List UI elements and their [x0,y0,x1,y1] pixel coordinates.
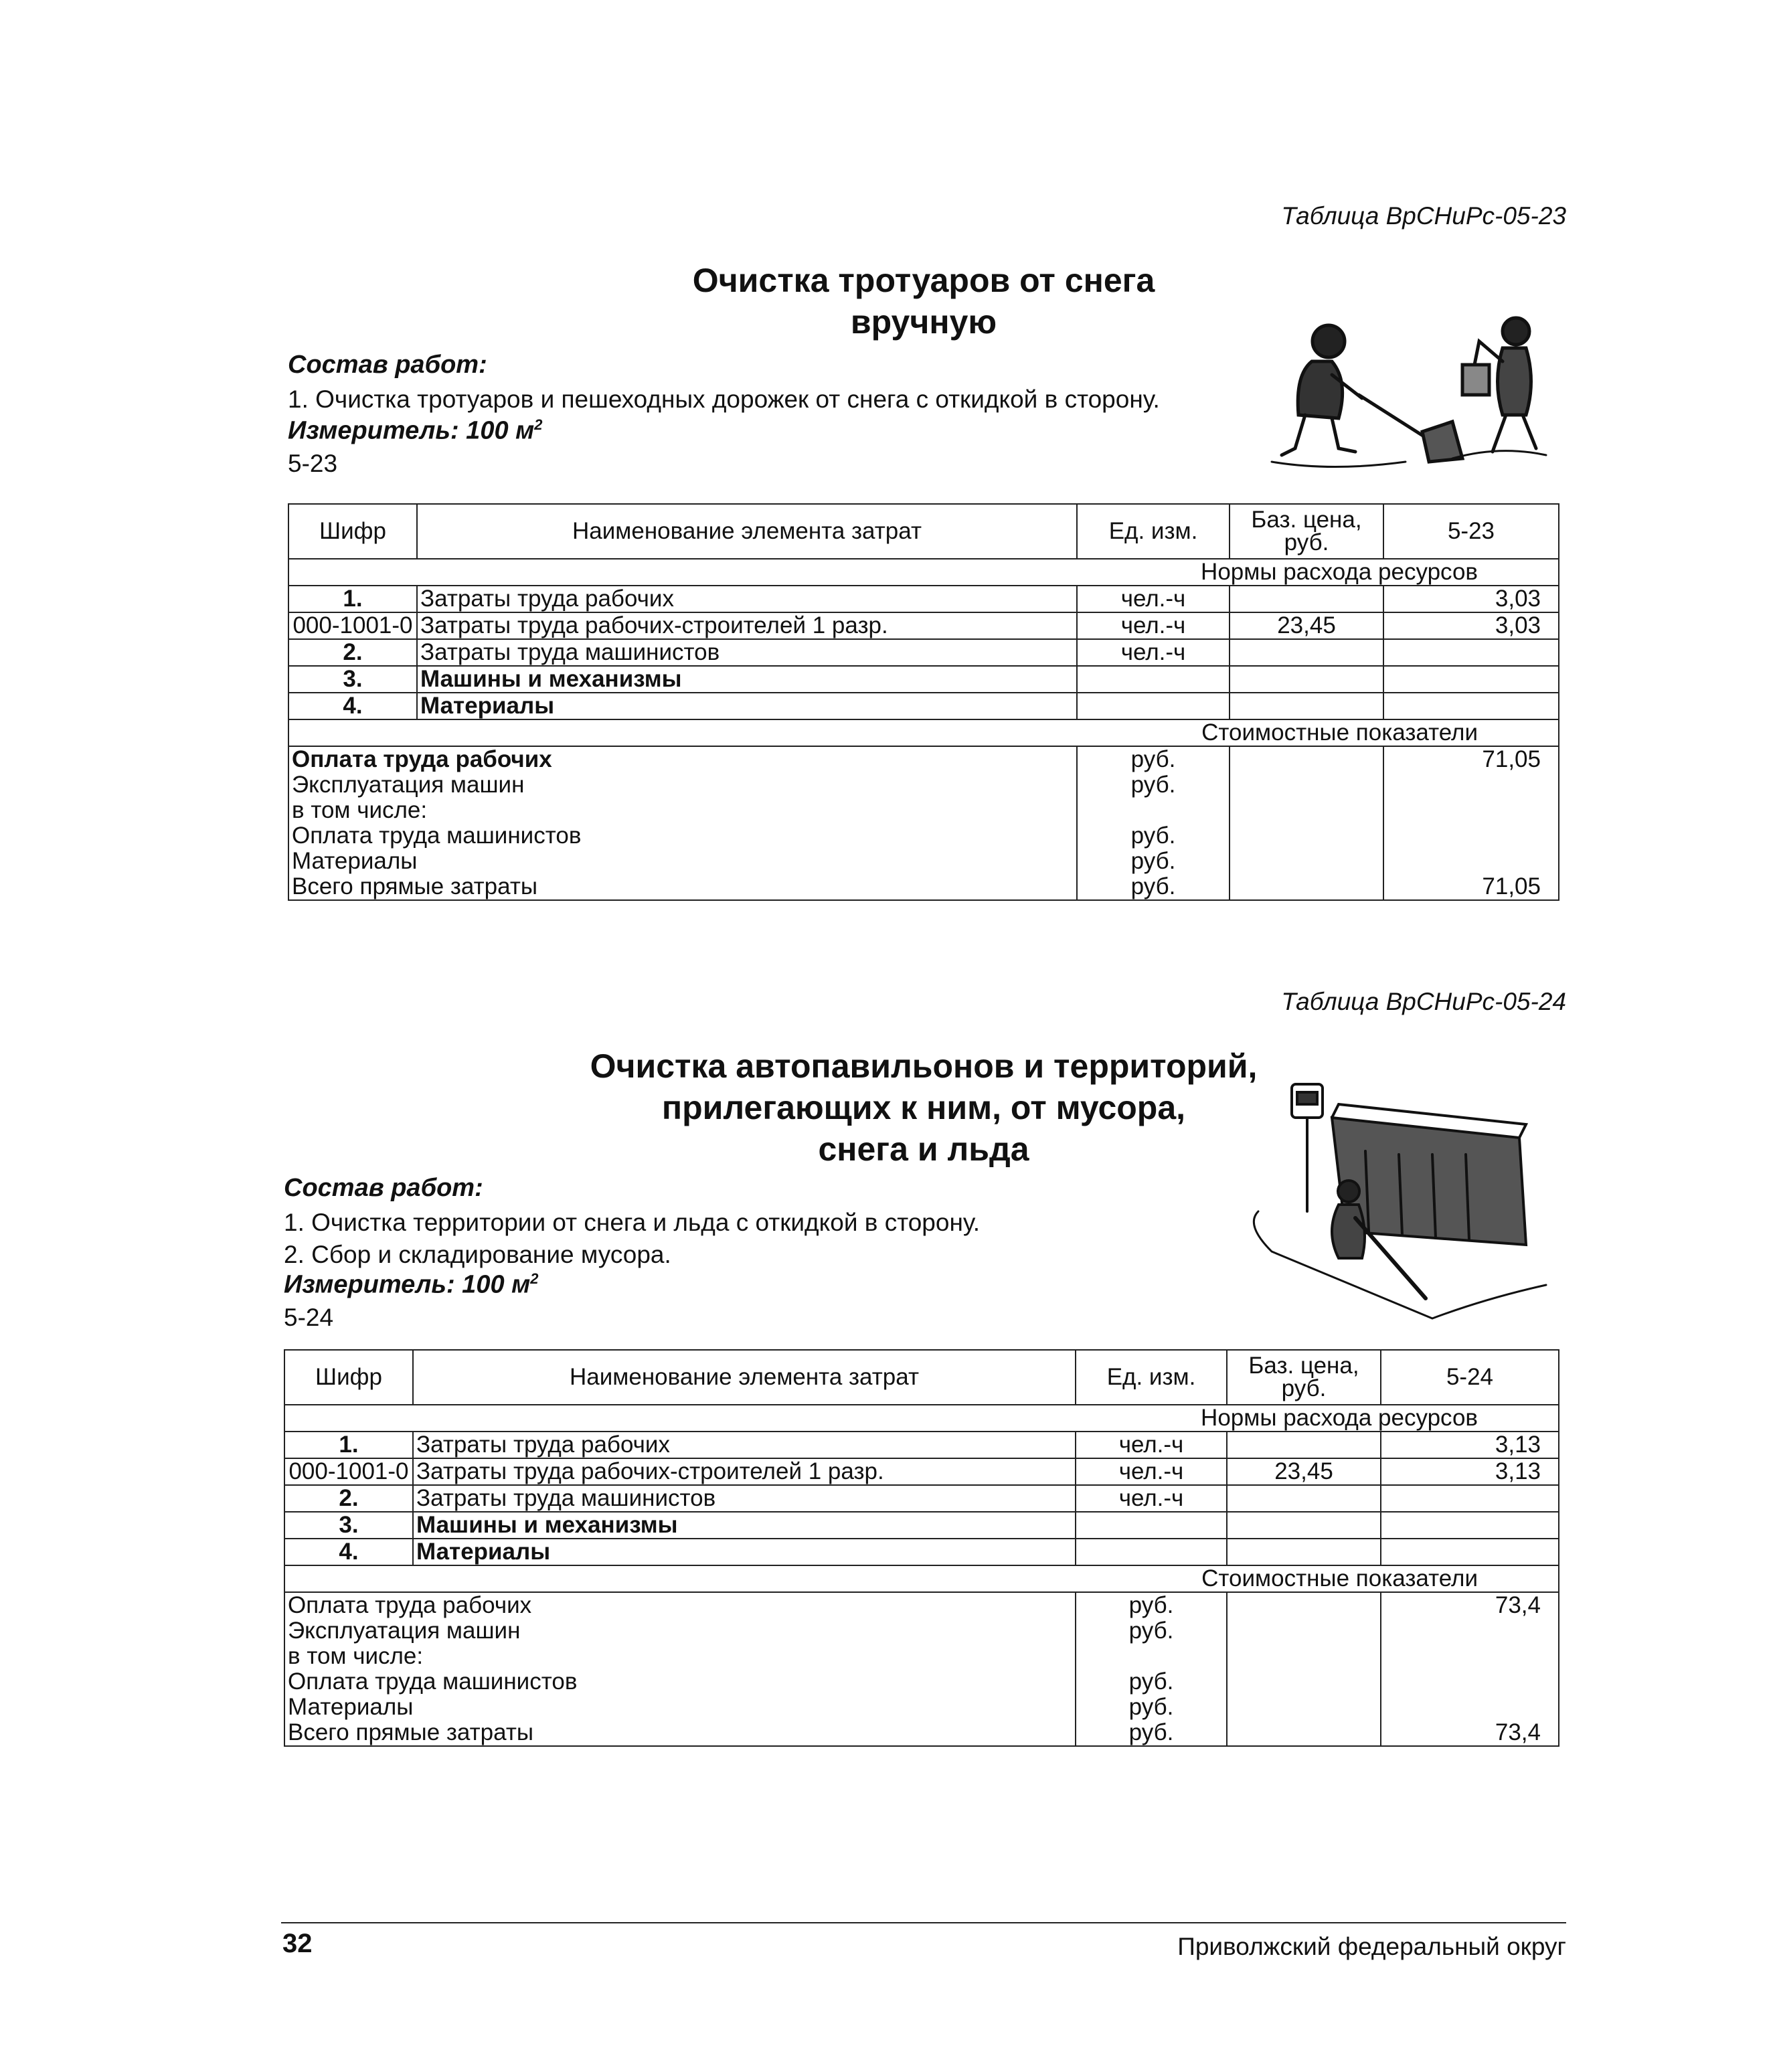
title-line: вручную [850,303,997,341]
row-value: 3,13 [1381,1458,1559,1485]
cost-name: Оплата труда рабочих [284,1592,1076,1618]
row-unit: чел.-ч [1077,639,1230,666]
cost-table [284,1349,1559,1747]
row-value [1381,1512,1559,1539]
works-label: Состав работ: [288,351,487,379]
norms-caption-row [288,559,1559,586]
cost-row [288,772,1559,798]
cost-name: Оплата труда рабочих [288,746,1077,772]
cost-price [1230,772,1383,798]
cost-unit: руб. [1076,1669,1227,1695]
header-unit: Ед. изм. [1077,504,1230,559]
header-price [1230,504,1383,559]
row-value: 3,13 [1381,1432,1559,1458]
header-price-line: руб. [1284,529,1329,555]
meter-label [288,416,543,446]
cost-caption: Стоимостные показатели [284,1565,1559,1592]
section-title [509,260,1339,343]
header-unit: Ед. изм. [1076,1350,1227,1405]
cost-unit: руб. [1077,849,1230,874]
row-value [1383,693,1559,719]
row-code: 000-1001-0 [288,612,417,639]
cost-name: Оплата труда машинистов [288,823,1077,849]
row-name: Затраты труда рабочих-строителей 1 разр. [413,1458,1076,1485]
header-name: Наименование элемента затрат [417,504,1077,559]
cost-row [284,1720,1559,1746]
row-price [1230,693,1383,719]
cost-value: 73,4 [1381,1592,1559,1618]
cost-caption: Стоимостные показатели [288,719,1559,746]
row-price [1227,1512,1381,1539]
cost-row [284,1669,1559,1695]
norms-caption: Нормы расхода ресурсов [284,1405,1559,1432]
cost-unit: руб. [1077,772,1230,798]
row-value [1381,1485,1559,1512]
row-name: Материалы [417,693,1077,719]
meter-text: Измеритель: 100 м [284,1270,531,1299]
cost-name: Оплата труда машинистов [284,1669,1076,1695]
cost-row [288,849,1559,874]
table-row [288,693,1559,719]
row-name: Затраты труда рабочих [417,586,1077,612]
cost-unit: руб. [1077,823,1230,849]
table-caption: Таблица ВрСНиРс-05-24 [1281,988,1566,1015]
cost-unit: руб. [1076,1720,1227,1746]
meter-sup: 2 [534,416,543,433]
table-header-row [288,504,1559,559]
meter-sup: 2 [530,1270,539,1287]
table-row [284,1485,1559,1512]
title-line: прилегающих к ним, от мусора, [661,1089,1186,1126]
header-col: 5-24 [1381,1350,1559,1405]
table-row [288,666,1559,693]
cost-name: Материалы [284,1695,1076,1720]
cost-value: 71,05 [1383,746,1559,772]
row-unit: чел.-ч [1077,612,1230,639]
cost-value: 73,4 [1381,1720,1559,1746]
cost-row [288,874,1559,900]
title-line: Очистка автопавильонов и территорий, [590,1047,1258,1085]
row-unit: чел.-ч [1076,1458,1227,1485]
cost-unit: руб. [1077,746,1230,772]
cost-unit [1077,798,1230,823]
cost-caption-row [288,719,1559,746]
cost-row [284,1618,1559,1644]
row-code: 3. [284,1512,413,1539]
row-unit: чел.-ч [1077,586,1230,612]
cost-price [1230,823,1383,849]
table-row [284,1458,1559,1485]
row-name: Материалы [413,1539,1076,1565]
cost-value [1383,772,1559,798]
section-code: 5-24 [284,1304,334,1331]
cost-table [288,503,1559,901]
cost-value: 71,05 [1383,874,1559,900]
cost-price [1230,874,1383,900]
norms-caption-row [284,1405,1559,1432]
row-name: Машины и механизмы [413,1512,1076,1539]
cost-name: Эксплуатация машин [284,1618,1076,1644]
row-price [1227,1432,1381,1458]
cost-value [1381,1695,1559,1720]
row-value [1383,666,1559,693]
cost-name: Всего прямые затраты [284,1720,1076,1746]
cost-price [1227,1618,1381,1644]
row-price [1227,1485,1381,1512]
cost-unit: руб. [1076,1695,1227,1720]
table-row [284,1432,1559,1458]
footer-divider [281,1922,1566,1923]
table-header-row [284,1350,1559,1405]
cost-unit: руб. [1077,874,1230,900]
row-unit [1076,1539,1227,1565]
cost-value [1383,798,1559,823]
snow-shoveling-illustration [1232,301,1553,475]
cost-name: Эксплуатация машин [288,772,1077,798]
header-col: 5-23 [1383,504,1559,559]
header-code: Шифр [284,1350,413,1405]
page-number: 32 [282,1929,313,1958]
cost-price [1227,1592,1381,1618]
row-unit: чел.-ч [1076,1485,1227,1512]
cost-name: в том числе: [288,798,1077,823]
header-code: Шифр [288,504,417,559]
header-price [1227,1350,1381,1405]
header-price-line: Баз. цена, [1251,507,1362,533]
section-code: 5-23 [288,450,338,477]
row-code: 1. [284,1432,413,1458]
row-value [1383,639,1559,666]
cost-price [1227,1720,1381,1746]
table-caption: Таблица ВрСНиРс-05-23 [1281,202,1566,230]
row-price [1230,666,1383,693]
cost-unit: руб. [1076,1618,1227,1644]
row-price [1230,639,1383,666]
cost-row [288,823,1559,849]
header-name: Наименование элемента затрат [413,1350,1076,1405]
row-code: 4. [288,693,417,719]
cost-price [1227,1695,1381,1720]
cost-price [1230,746,1383,772]
row-name: Затраты труда машинистов [417,639,1077,666]
row-code: 4. [284,1539,413,1565]
cost-row [284,1644,1559,1669]
cost-row [284,1695,1559,1720]
cost-value [1383,823,1559,849]
cost-unit [1076,1644,1227,1669]
cost-value [1381,1618,1559,1644]
cost-price [1230,798,1383,823]
title-line: Очистка тротуаров от снега [692,262,1155,299]
header-price-line: Баз. цена, [1248,1353,1359,1379]
row-code: 000-1001-0 [284,1458,413,1485]
cost-caption-row [284,1565,1559,1592]
cost-price [1227,1669,1381,1695]
table-row [288,586,1559,612]
row-price: 23,45 [1230,612,1383,639]
works-item: 2. Сбор и складирование мусора. [284,1241,671,1268]
row-code: 1. [288,586,417,612]
row-unit: чел.-ч [1076,1432,1227,1458]
table-row [284,1539,1559,1565]
row-price: 23,45 [1227,1458,1381,1485]
row-price [1227,1539,1381,1565]
cost-value [1381,1644,1559,1669]
cost-row [288,746,1559,772]
meter-label [284,1270,539,1300]
table-row [288,612,1559,639]
row-name: Затраты труда рабочих [413,1432,1076,1458]
row-price [1230,586,1383,612]
cost-name: Всего прямые затраты [288,874,1077,900]
bus-stop-cleaning-illustration [1232,1077,1566,1332]
row-value: 3,03 [1383,612,1559,639]
table-row [284,1512,1559,1539]
row-code: 2. [288,639,417,666]
footer-region: Приволжский федеральный округ [1177,1933,1566,1960]
cost-name: Материалы [288,849,1077,874]
row-name: Затраты труда рабочих-строителей 1 разр. [417,612,1077,639]
meter-text: Измеритель: 100 м [288,416,535,445]
row-unit [1077,666,1230,693]
row-unit [1077,693,1230,719]
row-name: Машины и механизмы [417,666,1077,693]
works-label: Состав работ: [284,1174,483,1202]
cost-row [284,1592,1559,1618]
row-value [1381,1539,1559,1565]
row-unit [1076,1512,1227,1539]
table-row [288,639,1559,666]
cost-row [288,798,1559,823]
row-code: 2. [284,1485,413,1512]
cost-price [1227,1644,1381,1669]
cost-unit: руб. [1076,1592,1227,1618]
row-name: Затраты труда машинистов [413,1485,1076,1512]
works-item: 1. Очистка тротуаров и пешеходных дорожек от снега с откидкой в сторону. [288,385,1160,413]
cost-price [1230,849,1383,874]
header-price-line: руб. [1281,1375,1327,1401]
section-title [509,1045,1339,1170]
cost-name: в том числе: [284,1644,1076,1669]
title-line: снега и льда [818,1130,1029,1168]
row-code: 3. [288,666,417,693]
row-value: 3,03 [1383,586,1559,612]
cost-value [1381,1669,1559,1695]
works-item: 1. Очистка территории от снега и льда с откидкой в сторону. [284,1209,980,1236]
norms-caption: Нормы расхода ресурсов [288,559,1559,586]
cost-value [1383,849,1559,874]
